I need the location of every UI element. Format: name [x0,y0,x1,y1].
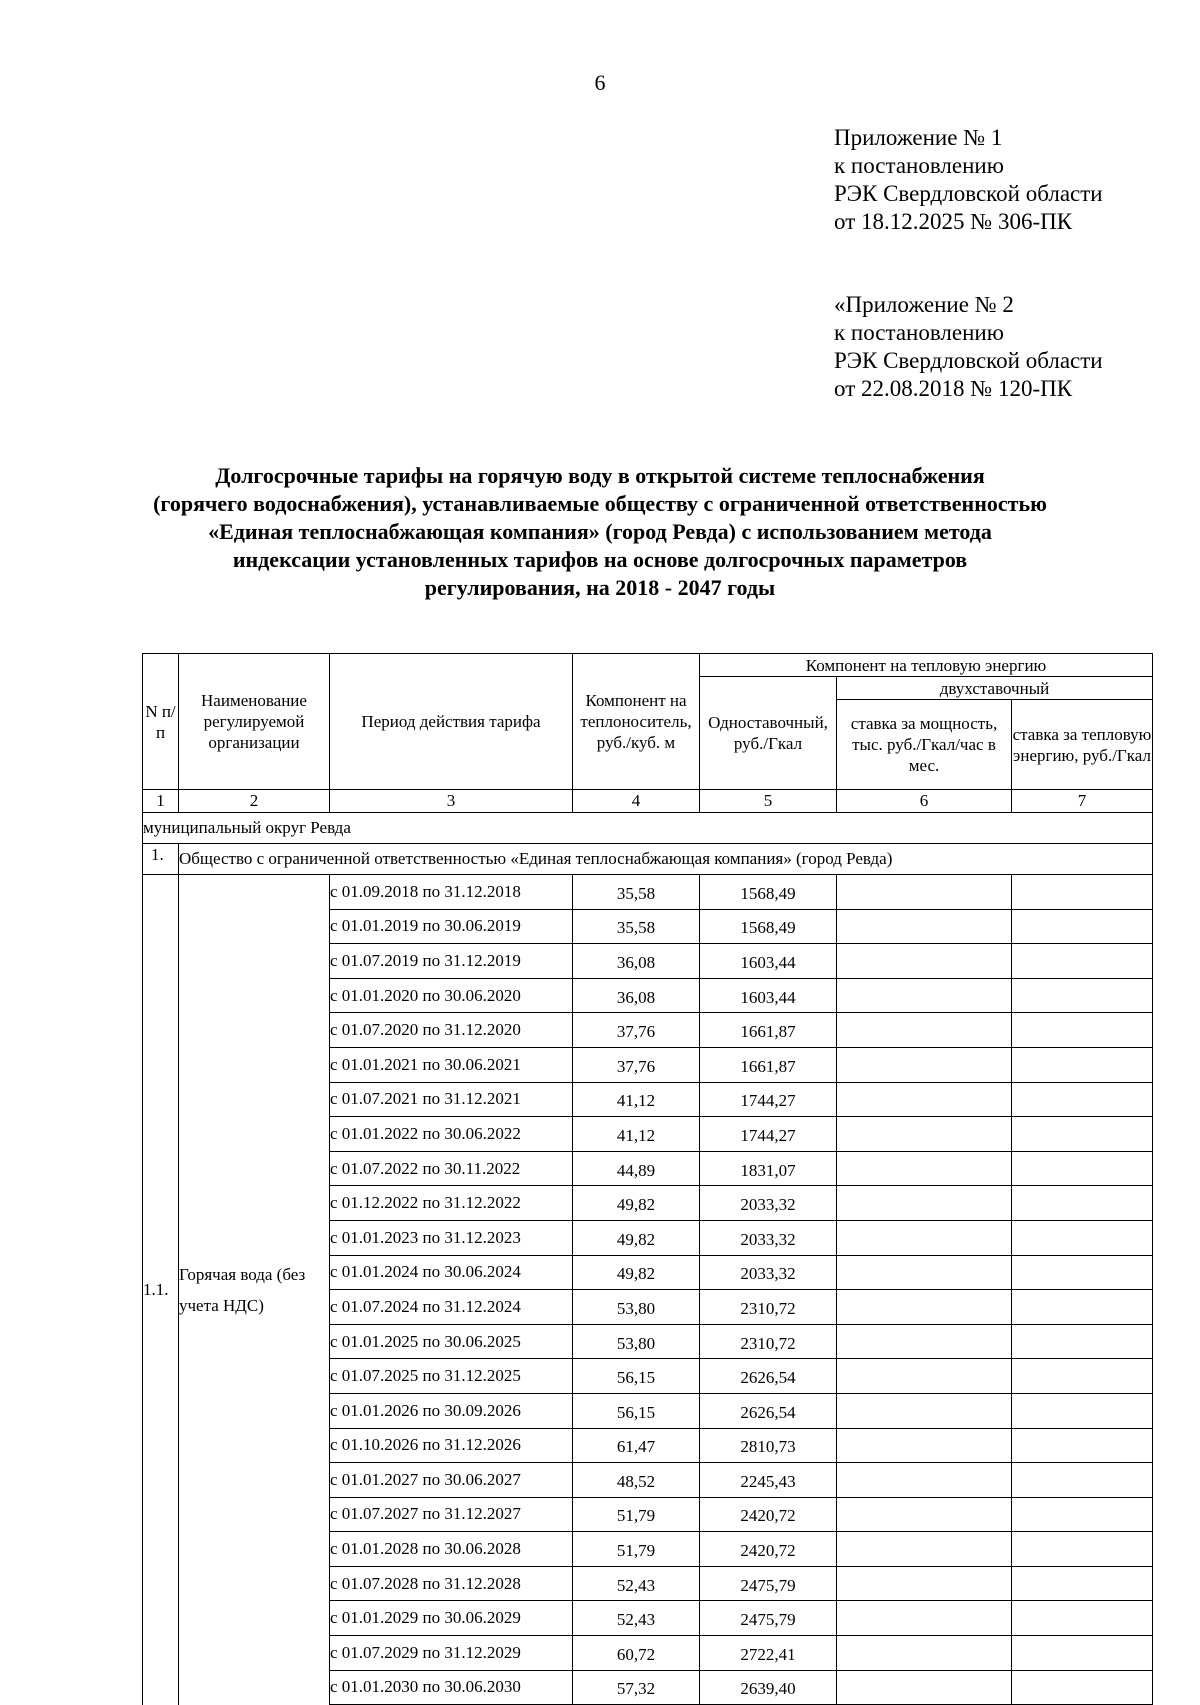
single-rate-cell: 2639,40 [700,1670,837,1705]
appendix-2-reference [834,291,1103,403]
single-rate-cell: 2310,72 [700,1290,837,1325]
carrier-component-cell: 53,80 [573,1290,700,1325]
capacity-rate-cell [837,1636,1012,1671]
period-cell: с 01.07.2020 по 31.12.2020 [330,1013,573,1048]
single-rate-cell: 1603,44 [700,978,837,1013]
carrier-component-cell: 41,12 [573,1117,700,1152]
page-number: 6 [594,70,606,95]
capacity-rate-cell [837,1532,1012,1567]
carrier-component-cell: 51,79 [573,1497,700,1532]
energy-rate-cell [1012,944,1153,979]
energy-rate-cell [1012,1670,1153,1705]
capacity-rate-cell [837,1117,1012,1152]
carrier-component-cell: 36,08 [573,944,700,979]
carrier-component-cell: 44,89 [573,1151,700,1186]
single-rate-cell: 2033,32 [700,1220,837,1255]
carrier-component-cell: 35,58 [573,909,700,944]
subsection-name [179,875,330,1705]
period-cell: с 01.07.2027 по 31.12.2027 [330,1497,573,1532]
period-cell: с 01.01.2028 по 30.06.2028 [330,1532,573,1567]
energy-rate-cell [1012,909,1153,944]
energy-rate-cell [1012,1532,1153,1567]
carrier-component-cell: 49,82 [573,1255,700,1290]
subsection-name-line: учета НДС) [179,1295,264,1315]
header-single-rate: Одноставочный, руб./Гкал [700,677,837,790]
energy-rate-cell [1012,1566,1153,1601]
carrier-component-cell: 37,76 [573,1013,700,1048]
single-rate-cell: 1603,44 [700,944,837,979]
single-rate-cell: 2310,72 [700,1324,837,1359]
energy-rate-cell [1012,1255,1153,1290]
single-rate-cell: 2033,32 [700,1186,837,1221]
carrier-component-cell: 57,32 [573,1670,700,1705]
municipality-row: муниципальный округ Ревда [143,813,1153,844]
period-cell: с 01.07.2022 по 30.11.2022 [330,1151,573,1186]
energy-rate-cell [1012,1428,1153,1463]
capacity-rate-cell [837,1566,1012,1601]
column-number: 6 [837,790,1012,813]
header-two-rate: двухставочный [837,677,1153,700]
period-cell: с 01.07.2024 по 31.12.2024 [330,1290,573,1325]
energy-rate-cell [1012,1636,1153,1671]
carrier-component-cell: 48,52 [573,1463,700,1498]
appendix-1-line: от 18.12.2025 № 306-ПК [834,209,1073,234]
capacity-rate-cell [837,1186,1012,1221]
single-rate-cell: 2626,54 [700,1393,837,1428]
appendix-1-reference [834,124,1103,236]
appendix-2-line: «Приложение № 2 [834,292,1014,317]
single-rate-cell: 1744,27 [700,1082,837,1117]
period-cell: с 01.01.2023 по 31.12.2023 [330,1220,573,1255]
carrier-component-cell: 61,47 [573,1428,700,1463]
single-rate-cell: 2245,43 [700,1463,837,1498]
energy-rate-cell [1012,1082,1153,1117]
appendix-1-line: Приложение № 1 [834,125,1003,150]
energy-rate-cell [1012,978,1153,1013]
carrier-component-cell: 52,43 [573,1601,700,1636]
capacity-rate-cell [837,1428,1012,1463]
capacity-rate-cell [837,1497,1012,1532]
capacity-rate-cell [837,1601,1012,1636]
document-title [100,462,1100,602]
carrier-component-cell: 49,82 [573,1186,700,1221]
subsection-name-line: Горячая вода (без [179,1264,306,1284]
period-cell: с 01.01.2020 по 30.06.2020 [330,978,573,1013]
energy-rate-cell [1012,1013,1153,1048]
subsection-number: 1.1. [143,875,179,1705]
single-rate-cell: 2475,79 [700,1601,837,1636]
header-carrier: Компонент на теплоноситель, руб./куб. м [573,654,700,790]
period-cell: с 01.01.2027 по 30.06.2027 [330,1463,573,1498]
energy-rate-cell [1012,1220,1153,1255]
single-rate-cell: 1568,49 [700,875,837,910]
capacity-rate-cell [837,1255,1012,1290]
energy-rate-cell [1012,1047,1153,1082]
title-line: регулирования, на 2018 - 2047 годы [424,575,776,600]
column-number: 7 [1012,790,1153,813]
period-cell: с 01.01.2030 по 30.06.2030 [330,1670,573,1705]
period-cell: с 01.01.2019 по 30.06.2019 [330,909,573,944]
capacity-rate-cell [837,1082,1012,1117]
title-line: Долгосрочные тарифы на горячую воду в открытой системе теплоснабжения [215,463,985,488]
carrier-component-cell: 49,82 [573,1220,700,1255]
capacity-rate-cell [837,978,1012,1013]
single-rate-cell: 1744,27 [700,1117,837,1152]
period-cell: с 01.01.2029 по 30.06.2029 [330,1601,573,1636]
capacity-rate-cell [837,944,1012,979]
column-number: 1 [143,790,179,813]
appendix-2-line: от 22.08.2018 № 120-ПК [834,376,1073,401]
period-cell: с 01.01.2022 по 30.06.2022 [330,1117,573,1152]
period-cell: с 01.07.2019 по 31.12.2019 [330,944,573,979]
carrier-component-cell: 56,15 [573,1393,700,1428]
capacity-rate-cell [837,1463,1012,1498]
appendix-2-line: к постановлению [834,320,1004,345]
capacity-rate-cell [837,875,1012,910]
period-cell: с 01.07.2029 по 31.12.2029 [330,1636,573,1671]
capacity-rate-cell [837,1013,1012,1048]
carrier-component-cell: 52,43 [573,1566,700,1601]
header-num: N п/п [143,654,179,790]
period-cell: с 01.07.2021 по 31.12.2021 [330,1082,573,1117]
period-cell: с 01.01.2024 по 30.06.2024 [330,1255,573,1290]
carrier-component-cell: 36,08 [573,978,700,1013]
section-org-name: Общество с ограниченной ответственностью «Единая теплоснабжающая компания» (город Ревда) [179,844,1153,875]
energy-rate-cell [1012,1186,1153,1221]
carrier-component-cell: 51,79 [573,1532,700,1567]
carrier-component-cell: 41,12 [573,1082,700,1117]
carrier-component-cell: 56,15 [573,1359,700,1394]
carrier-component-cell: 35,58 [573,875,700,910]
carrier-component-cell: 37,76 [573,1047,700,1082]
table-row [143,875,1153,910]
single-rate-cell: 2033,32 [700,1255,837,1290]
column-number: 5 [700,790,837,813]
title-line: «Единая теплоснабжающая компания» (город Ревда) с использованием метода [208,519,992,544]
capacity-rate-cell [837,1324,1012,1359]
header-heat-group: Компонент на тепловую энергию [700,654,1153,677]
single-rate-cell: 1568,49 [700,909,837,944]
tariff-table [142,653,1153,1705]
capacity-rate-cell [837,1151,1012,1186]
single-rate-cell: 1831,07 [700,1151,837,1186]
single-rate-cell: 2722,41 [700,1636,837,1671]
single-rate-cell: 2626,54 [700,1359,837,1394]
period-cell: с 01.07.2028 по 31.12.2028 [330,1566,573,1601]
energy-rate-cell [1012,1290,1153,1325]
column-number: 4 [573,790,700,813]
column-number: 2 [179,790,330,813]
energy-rate-cell [1012,1117,1153,1152]
energy-rate-cell [1012,1359,1153,1394]
period-cell: с 01.01.2025 по 30.06.2025 [330,1324,573,1359]
energy-rate-cell [1012,1324,1153,1359]
section-number: 1. [143,844,179,875]
capacity-rate-cell [837,1290,1012,1325]
period-cell: с 01.09.2018 по 31.12.2018 [330,875,573,910]
single-rate-cell: 2420,72 [700,1497,837,1532]
header-energy-rate: ставка за тепловую энергию, руб./Гкал [1012,700,1153,790]
header-period: Период действия тарифа [330,654,573,790]
period-cell: с 01.12.2022 по 31.12.2022 [330,1186,573,1221]
period-cell: с 01.01.2026 по 30.09.2026 [330,1393,573,1428]
appendix-1-line: РЭК Свердловской области [834,181,1103,206]
energy-rate-cell [1012,1463,1153,1498]
header-capacity-rate: ставка за мощность, тыс. руб./Гкал/час в мес. [837,700,1012,790]
carrier-component-cell: 60,72 [573,1636,700,1671]
period-cell: с 01.10.2026 по 31.12.2026 [330,1428,573,1463]
single-rate-cell: 2420,72 [700,1532,837,1567]
capacity-rate-cell [837,1393,1012,1428]
appendix-2-line: РЭК Свердловской области [834,348,1103,373]
energy-rate-cell [1012,875,1153,910]
energy-rate-cell [1012,1393,1153,1428]
single-rate-cell: 2810,73 [700,1428,837,1463]
period-cell: с 01.01.2021 по 30.06.2021 [330,1047,573,1082]
energy-rate-cell [1012,1151,1153,1186]
title-line: (горячего водоснабжения), устанавливаемые обществу с ограниченной ответственностью [153,491,1047,516]
capacity-rate-cell [837,1359,1012,1394]
period-cell: с 01.07.2025 по 31.12.2025 [330,1359,573,1394]
header-org: Наименование регулируемой организации [179,654,330,790]
capacity-rate-cell [837,1220,1012,1255]
capacity-rate-cell [837,909,1012,944]
title-line: индексации установленных тарифов на основе долгосрочных параметров [232,547,968,572]
single-rate-cell: 1661,87 [700,1013,837,1048]
capacity-rate-cell [837,1047,1012,1082]
column-number: 3 [330,790,573,813]
single-rate-cell: 1661,87 [700,1047,837,1082]
single-rate-cell: 2475,79 [700,1566,837,1601]
capacity-rate-cell [837,1670,1012,1705]
energy-rate-cell [1012,1497,1153,1532]
carrier-component-cell: 53,80 [573,1324,700,1359]
energy-rate-cell [1012,1601,1153,1636]
appendix-1-line: к постановлению [834,153,1004,178]
